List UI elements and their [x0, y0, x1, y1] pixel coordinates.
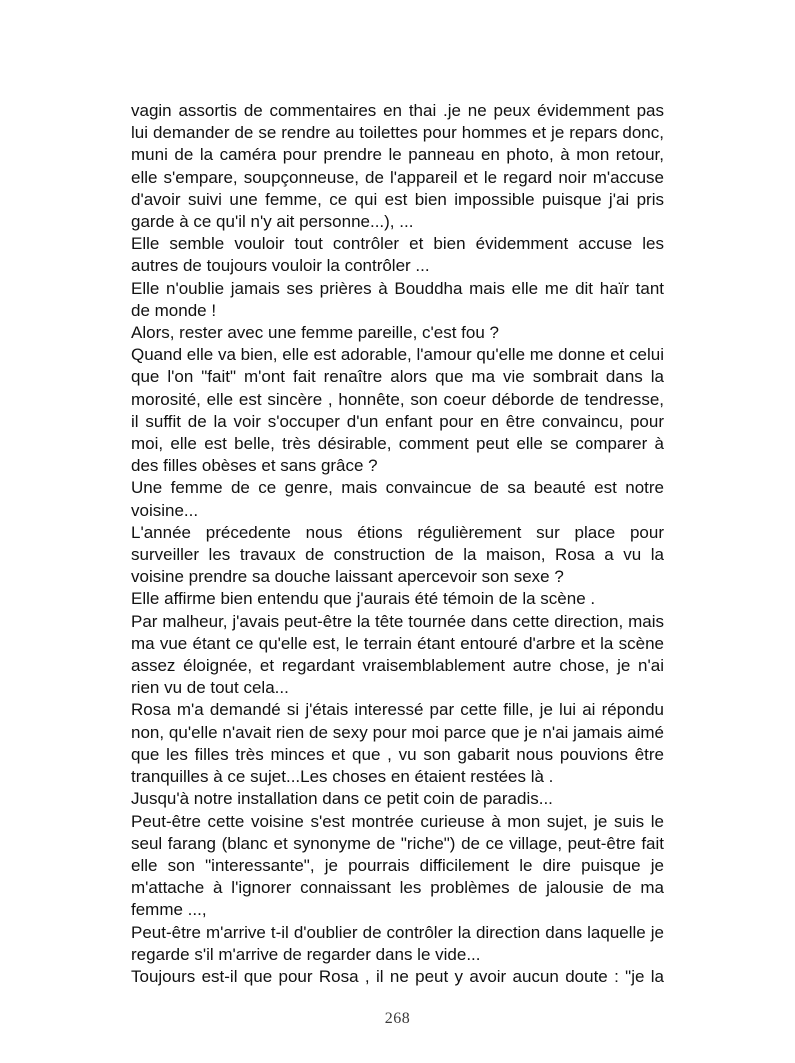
paragraph: Elle n'oublie jamais ses prières à Bouddha mais elle me dit haïr tant de monde ! [131, 278, 664, 320]
paragraph: Elle affirme bien entendu que j'aurais été témoin de la scène . [131, 589, 596, 609]
paragraph: Quand elle va bien, elle est adorable, l'amour qu'elle me donne et celui que l'on "fait" m'ont fait renaître alors que ma vie sombrait dans la morosité, elle est sincère , honnête, son coeur déborde de tendresse, il suffit de la voir s'occuper d'un enfant pour en être convaincu, pour moi, elle est belle, très désirable, comment peut elle se comparer à des filles obèses et sans grâce ? [131, 345, 664, 476]
paragraph: Rosa m'a demandé si j'étais interessé par cette fille, je lui ai répondu non, qu'elle n'avait rien de sexy pour moi parce que je n'ai jamais aimé que les filles très minces et que , vu son gabarit nous pouvions être tranquilles à ce sujet...Les choses en étaient restées là . [131, 700, 664, 787]
page-text [131, 100, 664, 988]
paragraph: Peut-être m'arrive t-il d'oublier de contrôler la direction dans laquelle je regarde s'il m'arrive de regarder dans le vide... [131, 922, 664, 964]
paragraph: Par malheur, j'avais peut-être la tête tournée dans cette direction, mais ma vue étant ce qu'elle est, le terrain étant entouré d'arbre et la scène assez éloignée, et regardant vraisemblablement autre chose, je n'ai rien vu de tout cela... [131, 611, 664, 698]
paragraph: Peut-être cette voisine s'est montrée curieuse à mon sujet, je suis le seul farang (blanc et synonyme de "riche") de ce village, peut-être fait elle son "interessante", je pourrais difficilement le dire puisque je m'attache à l'ignorer connaissant les problèmes de jalousie de ma femme ..., [131, 811, 664, 920]
page-number: 268 [384, 1010, 411, 1027]
paragraph-continuation: Toujours est-il que pour Rosa , il ne peut y avoir aucun doute : "je la [131, 966, 664, 986]
paragraph: Elle semble vouloir tout contrôler et bien évidemment accuse les autres de toujours vouloir la contrôler ... [131, 234, 664, 276]
paragraph: vagin assortis de commentaires en thai .je ne peux évidemment pas lui demander de se rendre au toilettes pour hommes et je repars donc, muni de la caméra pour prendre le panneau en photo, à mon retour, elle s'empare, soupçonneuse, de l'appareil et le regard noir m'accuse d'avoir suivi une femme, ce qui est bien impossible puisque j'ai pris garde à ce qu'il n'y ait personne...), ... [131, 101, 664, 232]
paragraph: Jusqu'à notre installation dans ce petit coin de paradis... [131, 789, 553, 809]
paragraph: Alors, rester avec une femme pareille, c'est fou ? [131, 323, 499, 343]
paragraph: L'année précedente nous étions régulièrement sur place pour surveiller les travaux de construction de la maison, Rosa a vu la voisine prendre sa douche laissant apercevoir son sexe ? [131, 522, 664, 587]
paragraph: Une femme de ce genre, mais convaincue de sa beauté est notre voisine... [131, 478, 664, 520]
